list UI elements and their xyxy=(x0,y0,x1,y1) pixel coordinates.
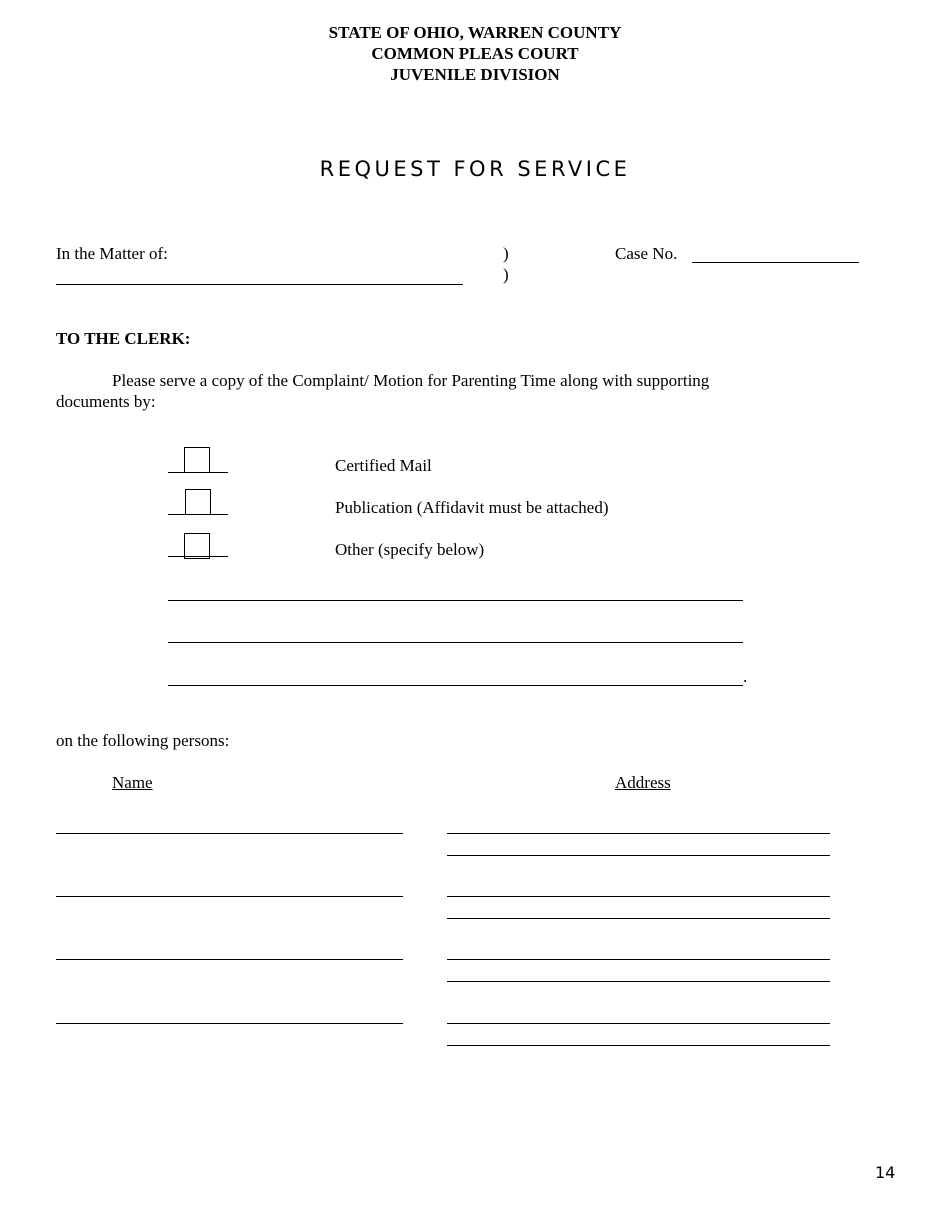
matter-label: In the Matter of: xyxy=(56,244,168,263)
page-number: 14 xyxy=(875,1163,896,1182)
other-specify-line-2[interactable] xyxy=(168,642,743,643)
body-text-line-2: documents by: xyxy=(56,392,156,411)
caption-paren-1: ) xyxy=(503,244,509,263)
person-1-address-line-1[interactable] xyxy=(447,833,830,834)
caption-paren-2: ) xyxy=(503,265,509,284)
person-3-address-line-1[interactable] xyxy=(447,959,830,960)
body-text-line-1: Please serve a copy of the Complaint/ Motion for Parenting Time along with supporting xyxy=(112,371,710,390)
person-3-name-line[interactable] xyxy=(56,959,403,960)
person-2-name-line[interactable] xyxy=(56,896,403,897)
document-title: REQUEST FOR SERVICE xyxy=(319,157,631,181)
option-certified-mail-checkbox[interactable] xyxy=(184,447,210,473)
person-4-address-line-2[interactable] xyxy=(447,1045,830,1046)
person-2-address-line-1[interactable] xyxy=(447,896,830,897)
matter-name-line[interactable] xyxy=(56,284,463,285)
case-number-label: Case No. xyxy=(615,244,678,263)
address-column-header: Address xyxy=(615,773,671,792)
name-column-header: Name xyxy=(112,773,153,792)
case-number-line[interactable] xyxy=(692,262,859,263)
option-other-checkbox[interactable] xyxy=(184,533,210,559)
court-header-division: JUVENILE DIVISION xyxy=(390,65,560,84)
court-header-state: STATE OF OHIO, WARREN COUNTY xyxy=(328,23,622,42)
person-2-address-line-2[interactable] xyxy=(447,918,830,919)
person-3-address-line-2[interactable] xyxy=(447,981,830,982)
court-header-court: COMMON PLEAS COURT xyxy=(371,44,579,63)
person-1-address-line-2[interactable] xyxy=(447,855,830,856)
salutation: TO THE CLERK: xyxy=(56,329,191,348)
other-specify-line-1[interactable] xyxy=(168,600,743,601)
person-4-name-line[interactable] xyxy=(56,1023,403,1024)
option-publication-label: Publication (Affidavit must be attached) xyxy=(335,498,609,517)
specify-period: . xyxy=(743,667,748,686)
option-other-label: Other (specify below) xyxy=(335,540,485,559)
option-certified-mail-label: Certified Mail xyxy=(335,456,432,475)
person-4-address-line-1[interactable] xyxy=(447,1023,830,1024)
other-specify-line-3[interactable] xyxy=(168,685,743,686)
option-publication-checkbox[interactable] xyxy=(185,489,211,515)
persons-intro: on the following persons: xyxy=(56,731,230,750)
person-1-name-line[interactable] xyxy=(56,833,403,834)
